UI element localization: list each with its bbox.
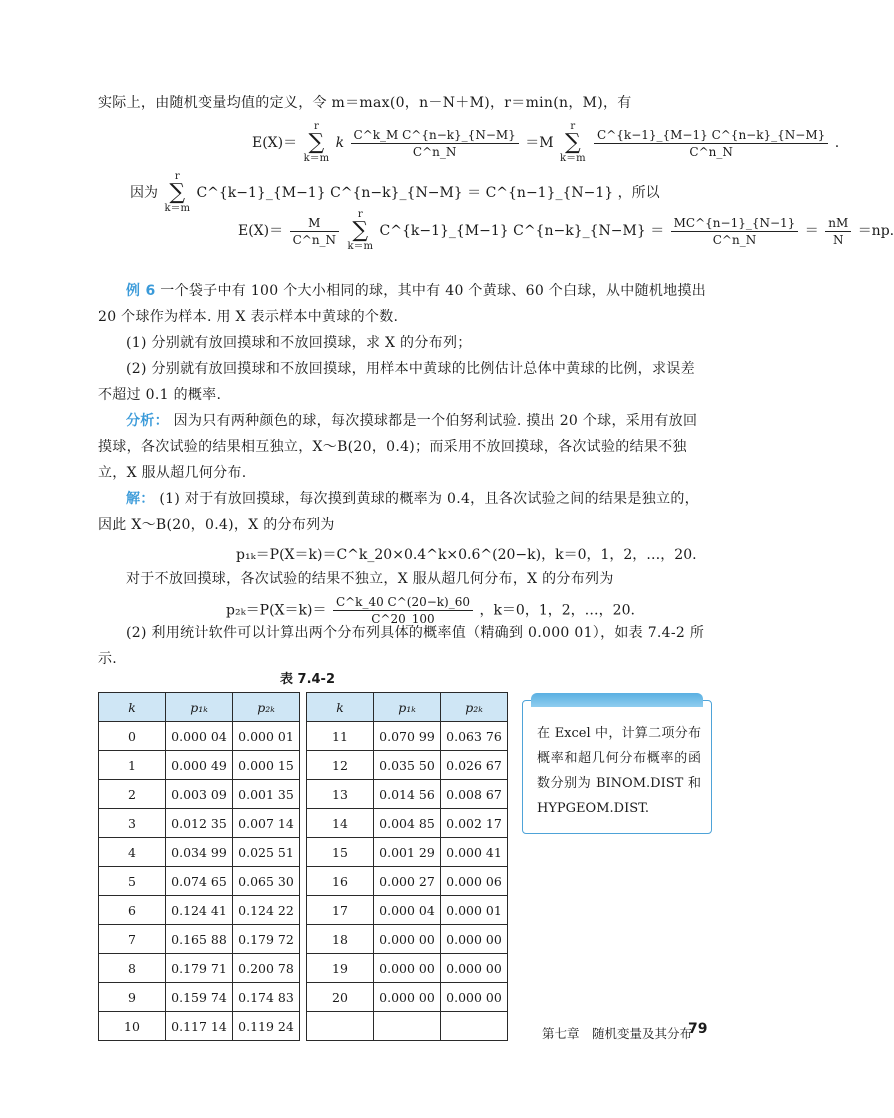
table-cell: 0.065 30 — [233, 867, 300, 896]
analysis-text: 分析： 因为只有两种颜色的球，每次摸球都是一个伯努利试验. 摸出 20 个球，采用有放回摸球，各次试验的结果相互独立，X～B(20，0.4)；而采用不放回摸球，各次试验的结果不独立，X 服从超几何分布. — [98, 413, 698, 481]
table-cell: 0.014 56 — [374, 780, 441, 809]
table-cell: 0.001 29 — [374, 838, 441, 867]
because-line: 因为 r ∑ k＝m C^{k−1}_{M−1} C^{n−k}_{N−M} ＝ C^{n−1}_{N−1} ，所以 — [130, 171, 660, 214]
table-cell: 0.012 35 — [166, 809, 233, 838]
table-cell: 0.000 00 — [374, 925, 441, 954]
table-cell: 0 — [99, 722, 166, 751]
table-row — [99, 954, 508, 983]
solution-text-2: 对于不放回摸球，各次试验的结果不独立，X 服从超几何分布，X 的分布列为 — [126, 571, 614, 587]
page-number: 79 — [688, 1021, 708, 1037]
table-cell: 15 — [307, 838, 374, 867]
table-cell: 0.025 51 — [233, 838, 300, 867]
table-row — [99, 809, 508, 838]
table-cell — [374, 1012, 441, 1041]
note-box — [522, 700, 712, 834]
example-text: 例 6 一个袋子中有 100 个大小相同的球，其中有 40 个黄球、60 个白球，从中随机地摸出 20 个球作为样本. 用 X 表示样本中黄球的个数. — [98, 283, 707, 325]
header-p1k-left: p₁ₖ — [166, 693, 233, 722]
solution-text-3: (2) 利用统计软件可以计算出两个分布列具体的概率值（精确到 0.000 01），如表 7.4-2 所示. — [98, 625, 705, 667]
example-question-2: (2) 分别就有放回摸球和不放回摸球，用样本中黄球的比例估计总体中黄球的比例，求误差不超过 0.1 的概率. — [98, 361, 695, 403]
table-row — [99, 780, 508, 809]
table-cell: 0.070 99 — [374, 722, 441, 751]
table-cell: 0.004 85 — [374, 809, 441, 838]
analysis-label: 分析： — [126, 413, 169, 429]
table-cell: 7 — [99, 925, 166, 954]
header-p1k-right: p₁ₖ — [374, 693, 441, 722]
table-cell: 0.000 00 — [374, 983, 441, 1012]
table-cell: 0.063 76 — [441, 722, 508, 751]
table-cell: 0.008 67 — [441, 780, 508, 809]
table-row — [99, 751, 508, 780]
table-cell: 0.000 00 — [441, 925, 508, 954]
table-cell: 19 — [307, 954, 374, 983]
table-cell: 0.000 00 — [441, 954, 508, 983]
table-cell: 1 — [99, 751, 166, 780]
table-body — [99, 722, 508, 1041]
table-cell: 0.001 35 — [233, 780, 300, 809]
table-cell: 0.159 74 — [166, 983, 233, 1012]
table-cell: 17 — [307, 896, 374, 925]
table-cell: 0.174 83 — [233, 983, 300, 1012]
table-row — [99, 983, 508, 1012]
table-row — [99, 722, 508, 751]
table-cell: 10 — [99, 1012, 166, 1041]
table-cell — [441, 1012, 508, 1041]
header-k-left: k — [99, 693, 166, 722]
table-cell: 0.000 01 — [441, 896, 508, 925]
table-cell: 14 — [307, 809, 374, 838]
table-cell: 0.000 06 — [441, 867, 508, 896]
header-p2k-left: p₂ₖ — [233, 693, 300, 722]
example-question-1: (1) 分别就有放回摸球和不放回摸球，求 X 的分布列； — [126, 335, 472, 351]
table-cell: 0.179 72 — [233, 925, 300, 954]
table-cell: 0.000 49 — [166, 751, 233, 780]
table-cell: 0.000 00 — [374, 954, 441, 983]
equation-binomial: p₁ₖ＝P(X＝k)＝C^k_20×0.4^k×0.6^(20−k)，k＝0，1，2，…，20. — [236, 547, 697, 563]
table-row — [99, 896, 508, 925]
table-cell: 0.000 04 — [374, 896, 441, 925]
intro-line: 实际上，由随机变量均值的定义，令 m＝max(0，n－N＋M)，r＝min(n，M)，有 — [98, 95, 632, 111]
table-cell: 0.000 04 — [166, 722, 233, 751]
table-cell: 0.007 14 — [233, 809, 300, 838]
table-cell — [307, 1012, 374, 1041]
table-cell: 0.200 78 — [233, 954, 300, 983]
table-caption: 表 7.4-2 — [280, 672, 335, 687]
table-cell: 8 — [99, 954, 166, 983]
equation-expectation-2: E(X)＝ $\frac{M}{C\^{}n\_N}$ r ∑ k＝m C^{k−1}_{M−1} C^{n−k}_{N−M} ＝ $\frac{MC\^{}\{n-1\}\_\{N-1\}}{C\^{}n\_N}$ ＝ $\frac{nM}{N}$ ＝np. — [238, 209, 894, 252]
table-cell: 20 — [307, 983, 374, 1012]
table-cell: 0.117 14 — [166, 1012, 233, 1041]
example-label: 例 6 — [126, 283, 156, 299]
table-cell: 0.000 01 — [233, 722, 300, 751]
table-cell: 0.035 50 — [374, 751, 441, 780]
table-cell: 0.003 09 — [166, 780, 233, 809]
table-header-row — [99, 693, 508, 722]
table-cell: 0.074 65 — [166, 867, 233, 896]
table-cell: 0.002 17 — [441, 809, 508, 838]
solution-label: 解： — [126, 491, 155, 507]
table-cell: 0.124 22 — [233, 896, 300, 925]
note-tab-decoration — [531, 693, 703, 707]
solution-text-1: 解： (1) 对于有放回摸球，每次摸到黄球的概率为 0.4，且各次试验之间的结果是独立的，因此 X～B(20，0.4)，X 的分布列为 — [98, 491, 699, 533]
table-row — [99, 867, 508, 896]
table-cell: 3 — [99, 809, 166, 838]
table-cell: 0.165 88 — [166, 925, 233, 954]
note-text: 在 Excel 中，计算二项分布概率和超几何分布概率的函数分别为 BINOM.DIST 和 HYPGEOM.DIST. — [537, 726, 701, 816]
table-cell: 13 — [307, 780, 374, 809]
equation-hypergeometric: p₂ₖ＝P(X＝k)＝ $\frac{C\^{}k\_40 C\^{}(20-k)\_60}{C\^{}20\_100}$ ，k＝0，1，2，…，20. — [226, 595, 635, 626]
table-cell: 18 — [307, 925, 374, 954]
table-cell: 9 — [99, 983, 166, 1012]
header-k-right: k — [307, 693, 374, 722]
table-cell: 0.000 27 — [374, 867, 441, 896]
table-cell: 0.179 71 — [166, 954, 233, 983]
table-cell: 0.000 00 — [441, 983, 508, 1012]
table-cell: 4 — [99, 838, 166, 867]
table-row — [99, 925, 508, 954]
table-cell: 5 — [99, 867, 166, 896]
table-cell: 0.124 41 — [166, 896, 233, 925]
table-row — [99, 1012, 508, 1041]
table-cell: 6 — [99, 896, 166, 925]
distribution-table — [98, 692, 508, 1041]
table-cell: 0.034 99 — [166, 838, 233, 867]
table-cell: 16 — [307, 867, 374, 896]
header-p2k-right: p₂ₖ — [441, 693, 508, 722]
table-cell: 0.026 67 — [441, 751, 508, 780]
table-cell: 0.000 15 — [233, 751, 300, 780]
table-cell: 11 — [307, 722, 374, 751]
table-row — [99, 838, 508, 867]
table-cell: 12 — [307, 751, 374, 780]
footer-chapter: 第七章 随机变量及其分布 — [542, 1026, 693, 1041]
table-cell: 0.119 24 — [233, 1012, 300, 1041]
equation-expectation-1: E(X)＝ r ∑ k＝m k $\frac{\text{C\textasciicircum{}k\_M C\textasciicircum{}\{n−k\}\_\{N−M\}}}{C\^{}n\_N}$ ＝M r ∑ k＝m $\frac{C\^{}\{k-1\}\_\{M-1\} C\^{}\{n-k\}\_\{N-M\}}{C\^{}n\_N}$ . — [252, 121, 840, 164]
table-cell: 2 — [99, 780, 166, 809]
table-cell: 0.000 41 — [441, 838, 508, 867]
